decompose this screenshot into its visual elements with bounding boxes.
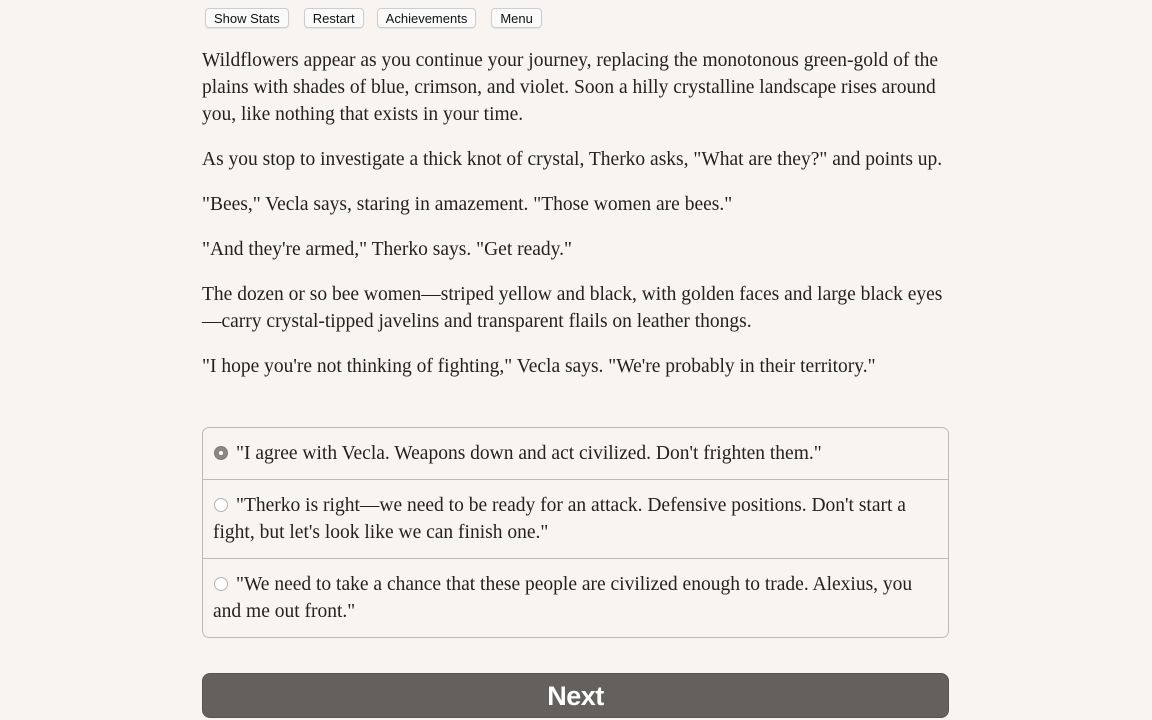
radio-selected-icon[interactable] bbox=[214, 446, 228, 460]
next-button[interactable]: Next bbox=[202, 673, 949, 718]
achievements-button[interactable]: Achievements bbox=[377, 8, 477, 28]
story-text bbox=[202, 47, 949, 398]
choice-label: "We need to take a chance that these people are civilized enough to trade. Alexius, you and me out front." bbox=[213, 574, 913, 622]
story-paragraph: As you stop to investigate a thick knot of crystal, Therko asks, "What are they?" and points up. bbox=[202, 149, 943, 170]
show-stats-button[interactable]: Show Stats bbox=[205, 8, 289, 28]
story-paragraph: "Bees," Vecla says, staring in amazement. "Those women are bees." bbox=[202, 194, 733, 215]
restart-button[interactable]: Restart bbox=[304, 8, 364, 28]
story-paragraph: The dozen or so bee women—striped yellow and black, with golden faces and large black eyes—carry crystal-tipped javelins and transparent flails on leather thongs. bbox=[202, 284, 943, 332]
choice-option-3[interactable] bbox=[203, 558, 948, 637]
radio-unselected-icon[interactable] bbox=[214, 577, 228, 591]
choice-option-1[interactable] bbox=[203, 428, 948, 479]
story-paragraph: "I hope you're not thinking of fighting," Vecla says. "We're probably in their territory." bbox=[202, 356, 876, 377]
story-paragraph: Wildflowers appear as you continue your journey, replacing the monotonous green-gold of the plains with shades of blue, crimson, and violet. Soon a hilly crystalline landscape rises around you, like nothing that exists in your time. bbox=[202, 50, 939, 125]
choice-list bbox=[202, 427, 949, 638]
choice-option-2[interactable] bbox=[203, 479, 948, 558]
story-paragraph: "And they're armed," Therko says. "Get ready." bbox=[202, 239, 572, 260]
menu-button[interactable]: Menu bbox=[491, 8, 542, 28]
choice-label: "I agree with Vecla. Weapons down and act civilized. Don't frighten them." bbox=[236, 443, 822, 464]
radio-unselected-icon[interactable] bbox=[214, 498, 228, 512]
toolbar bbox=[205, 8, 542, 28]
choice-label: "Therko is right—we need to be ready for an attack. Defensive positions. Don't start a fight, but let's look like we can finish one." bbox=[213, 495, 906, 543]
